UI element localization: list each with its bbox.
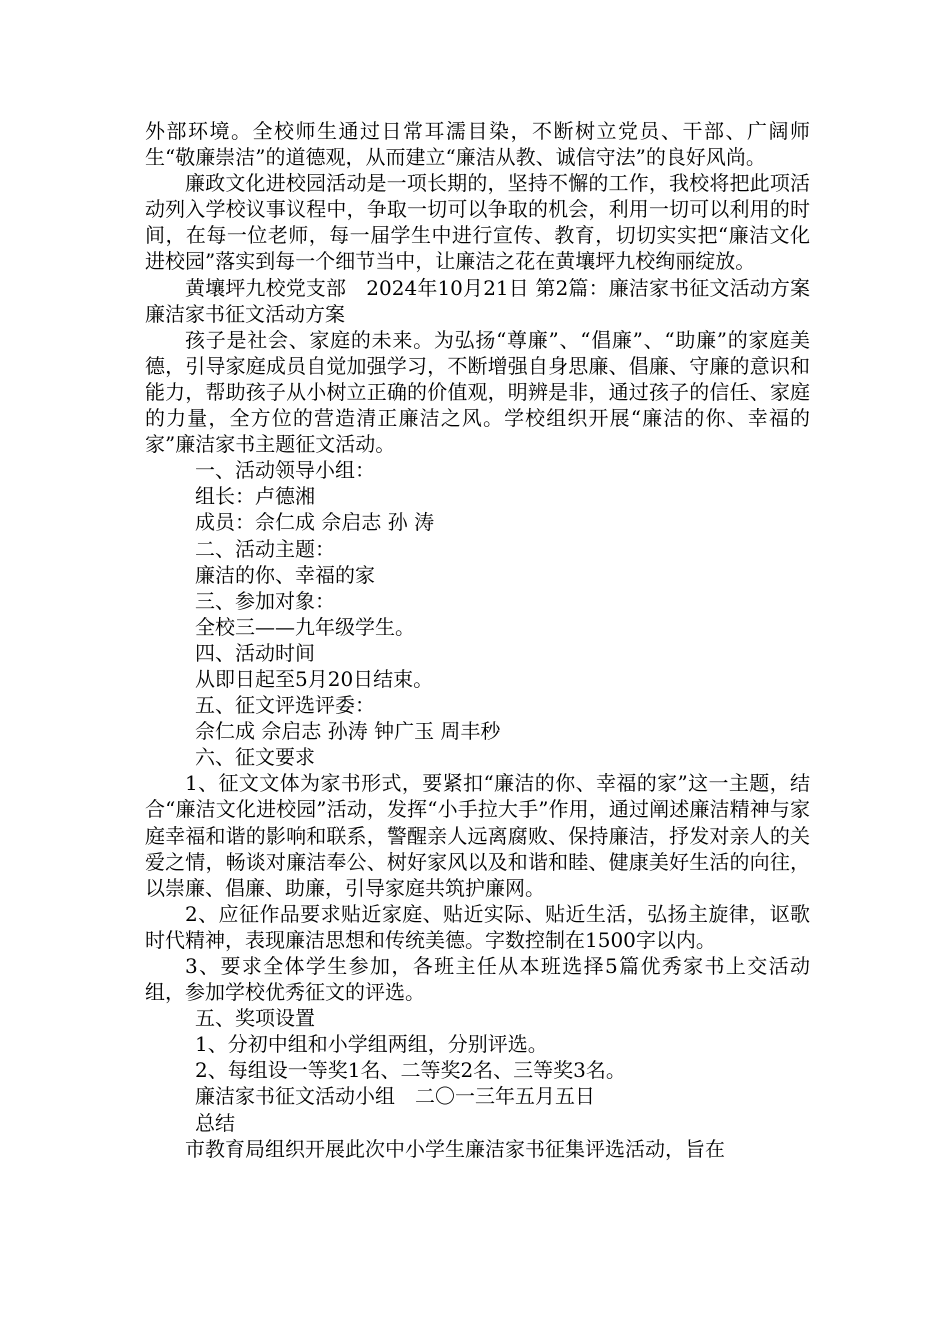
document-body	[145, 118, 810, 1162]
section-heading-theme: 二、活动主题：	[195, 536, 335, 561]
participants-line: 全校三——九年级学生。	[195, 614, 415, 639]
requirement-1: 1、征文文体为家书形式，要紧扣“廉洁的你、幸福的家”这一主题，结合“廉洁文化进校园”活动，发挥“小手拉大手”作用，通过阐述廉洁精神与家庭幸福和谐的影响和联系，警醒亲人远离腐败、保持廉洁，抒发对亲人的关爱之情，畅谈对廉洁奉公、树好家风以及和谐和睦、健康美好生活的向往，以崇廉、倡廉、助廉，引导家庭共筑护廉网。	[145, 771, 810, 900]
award-rule-1: 1、分初中组和小学组两组，分别评选。	[195, 1032, 548, 1057]
summary-paragraph: 市教育局组织开展此次中小学生廉洁家书征集评选活动，旨在	[185, 1136, 725, 1161]
section-heading-time: 四、活动时间	[195, 640, 315, 665]
section-heading-awards: 五、奖项设置	[195, 1006, 315, 1031]
award-rule-2: 2、每组设一等奖1名、二等奖2名、三等奖3名。	[195, 1058, 626, 1083]
paragraph-campaign-commitment: 廉政文化进校园活动是一项长期的，坚持不懈的工作，我校将把此项活动列入学校议事议程中，争取一切可以争取的机会，利用一切可以利用的时间，在每一位老师，每一届学生中进行宣传、教育，切切实实把“廉洁文化进校园”落实到每一个细节当中，让廉洁之花在黄壤坪九校绚丽绽放。	[145, 171, 810, 274]
members-line: 成员：佘仁成 佘启志 孙 涛	[195, 510, 435, 535]
signature-line: 廉洁家书征文活动小组 二〇一三年五月五日	[195, 1084, 595, 1109]
section-heading-judges: 五、征文评选评委：	[195, 693, 375, 718]
time-line: 从即日起至5月20日结束。	[195, 666, 434, 691]
section-heading-participants: 三、参加对象：	[195, 588, 335, 613]
paragraph-signature-and-heading: 黄壤坪九校党支部 2024年10月21日 第2篇：廉洁家书征文活动方案廉洁家书征文活动方案	[145, 275, 810, 326]
requirement-2: 2、应征作品要求贴近家庭、贴近实际、贴近生活，弘扬主旋律，讴歌时代精神，表现廉洁思想和传统美德。字数控制在1500字以内。	[145, 901, 810, 952]
theme-line: 廉洁的你、幸福的家	[195, 562, 375, 587]
leader-line: 组长：卢德湘	[195, 484, 315, 509]
paragraph-purpose: 孩子是社会、家庭的未来。为弘扬“尊廉”、“倡廉”、“助廉”的家庭美德，引导家庭成员自觉加强学习，不断增强自身思廉、倡廉、守廉的意识和能力，帮助孩子从小树立正确的价值观，明辨是非，通过孩子的信任、家庭的力量，全方位的营造清正廉洁之风。学校组织开展“廉洁的你、幸福的家”廉洁家书主题征文活动。	[145, 327, 810, 457]
section-heading-summary: 总结	[195, 1110, 235, 1135]
section-heading-leadership: 一、活动领导小组：	[195, 458, 375, 483]
requirement-3: 3、要求全体学生参加，各班主任从本班选择5篇优秀家书上交活动组，参加学校优秀征文的评选。	[145, 954, 810, 1005]
section-heading-requirements: 六、征文要求	[195, 745, 315, 770]
paragraph-intro-continuation: 外部环境。全校师生通过日常耳濡目染，不断树立党员、干部、广阔师生“敬廉崇洁”的道德观，从而建立“廉洁从教、诚信守法”的良好风尚。	[145, 119, 810, 170]
judges-line: 佘仁成 佘启志 孙涛 钟广玉 周丰秒	[195, 719, 501, 744]
